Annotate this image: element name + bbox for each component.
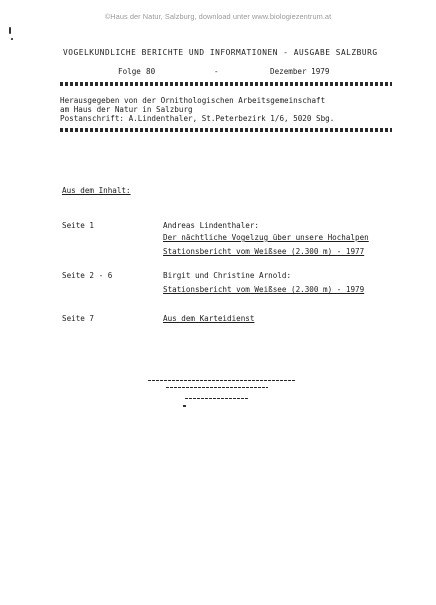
contents-heading: Aus dem Inhalt: <box>62 186 131 195</box>
contents-entry-page: Seite 2 - 6 <box>62 271 113 280</box>
folge-number: 80 <box>146 67 156 76</box>
contents-entry-author: Birgit und Christine Arnold: <box>163 271 292 280</box>
header-rule-top <box>60 82 392 86</box>
publisher-line-2: am Haus der Natur in Salzburg <box>60 105 193 114</box>
closing-dash-line <box>166 387 268 388</box>
contents-entry-title: Aus dem Karteidienst <box>163 314 255 323</box>
scan-speck <box>11 38 13 40</box>
scan-speck <box>9 27 11 34</box>
folge-label: Folge <box>118 67 141 76</box>
publisher-line-1: Herausgegeben von der Ornithologischen Arbeitsgemeinschaft <box>60 96 326 105</box>
header-rule-bottom <box>60 128 392 132</box>
closing-dash-line <box>185 398 249 399</box>
issue-date: Dezember 1979 <box>270 67 330 76</box>
contents-entry-author: Andreas Lindenthaler: <box>163 221 260 230</box>
contents-entry-page: Seite 7 <box>62 314 95 323</box>
contents-entry-title: Der nächtliche Vogelzug über unsere Hochalpen <box>163 233 369 242</box>
contents-entry-page: Seite 1 <box>62 221 95 230</box>
folge-separator: - <box>214 67 219 76</box>
contents-entry-title: Stationsbericht vom Weißsee (2.300 m) - 1977 <box>163 247 365 256</box>
closing-dash-line <box>148 380 296 381</box>
contents-entry-title: Stationsbericht vom Weißsee (2.300 m) - 1979 <box>163 285 365 294</box>
scan-speck <box>183 405 186 407</box>
watermark: ©Haus der Natur, Salzburg, download unter www.biologiezentrum.at <box>104 12 332 21</box>
postal-address: Postanschrift: A.Lindenthaler, St.Peterbezirk 1/6, 5020 Sbg. <box>60 114 335 123</box>
publication-title: VOGELKUNDLICHE BERICHTE UND INFORMATIONEN - AUSGABE SALZBURG <box>63 48 378 57</box>
